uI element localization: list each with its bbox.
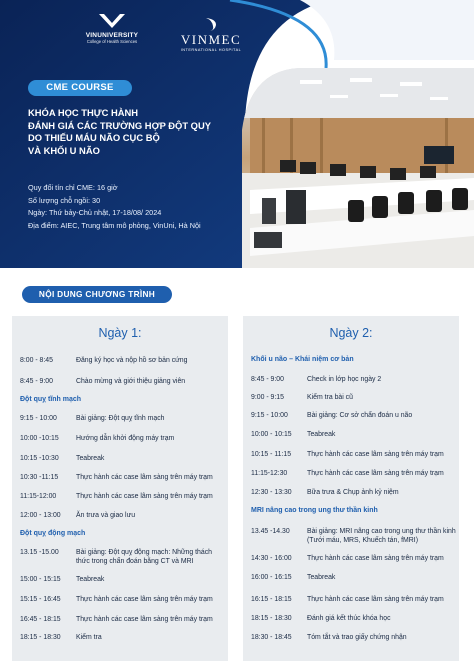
schedule-activity: Bài giảng: Đột quỵ động mạch: Những thách thức trong chẩn đoán bằng CT và MRI bbox=[76, 549, 213, 565]
schedule-time: 10:00 - 10:15 bbox=[251, 431, 292, 438]
schedule-activity: Check in lớp học ngày 2 bbox=[307, 376, 382, 383]
schedule-time: 16:00 - 16:15 bbox=[251, 574, 292, 581]
schedule-subheading: Đột quỵ động mạch bbox=[20, 530, 86, 537]
schedule-time: 9:00 - 9:15 bbox=[251, 394, 284, 401]
schedule-activity: Thực hành các case lâm sàng trên máy trạm bbox=[307, 470, 444, 477]
schedule-time: 11:15-12:30 bbox=[251, 470, 288, 477]
schedule-time: 11:15-12:00 bbox=[20, 493, 57, 500]
schedule-activity: Chào mừng và giới thiệu giảng viên bbox=[76, 378, 186, 385]
course-title-line: VÀ KHỐI U NÃO bbox=[28, 144, 100, 156]
schedule-activity: Bài giảng: MRI nâng cao trong ung thư thần kinh (Tưới máu, MRS, Khuếch tán, fMRI) bbox=[307, 528, 456, 544]
schedule-activity: Teabreak bbox=[76, 455, 105, 462]
schedule-activity: Bữa trưa & Chụp ảnh kỷ niệm bbox=[307, 489, 399, 496]
day1-title: Ngày 1: bbox=[98, 326, 142, 340]
course-title-line: KHÓA HỌC THỰC HÀNH bbox=[28, 107, 139, 118]
course-title-line: DO THIẾU MÁU NÃO CỤC BỘ bbox=[28, 132, 160, 144]
program-section-title: NỘI DUNG CHƯƠNG TRÌNH bbox=[22, 286, 172, 303]
vinuni-name: VINUNIVERSITY bbox=[85, 32, 139, 39]
course-info bbox=[28, 182, 248, 232]
schedule-time: 16:15 - 18:15 bbox=[251, 596, 292, 603]
schedule-time: 12:30 - 13:30 bbox=[251, 489, 292, 496]
schedule-time: 14:30 - 16:00 bbox=[251, 555, 292, 562]
cme-credits: Quy đổi tín chỉ CME: 16 giờ bbox=[28, 183, 118, 192]
partner-logos bbox=[72, 14, 252, 62]
hero-banner bbox=[0, 0, 474, 268]
schedule-time: 18:15 - 18:30 bbox=[251, 615, 292, 622]
schedule-activity: Bài giảng: Cơ sở chẩn đoán u não bbox=[307, 412, 413, 419]
course-title-line: ĐÁNH GIÁ CÁC TRƯỜNG HỢP ĐỘT QUỴ bbox=[28, 119, 211, 131]
schedule-time: 8:45 - 9:00 bbox=[20, 378, 53, 385]
schedule-activity: Bài giảng: Đột quỵ tĩnh mạch bbox=[76, 415, 165, 422]
schedule-time: 8:00 - 8:45 bbox=[20, 357, 53, 364]
schedule-subheading: Khối u não – Khái niệm cơ bản bbox=[251, 356, 354, 363]
schedule-time: 18:15 - 18:30 bbox=[20, 634, 61, 641]
schedule-activity: Thực hành các case lâm sàng trên máy trạm bbox=[76, 493, 213, 500]
schedule-time: 15:00 - 15:15 bbox=[20, 576, 61, 583]
schedule-activity: Hướng dẫn khởi động máy trạm bbox=[76, 435, 175, 442]
schedule-time: 8:45 - 9:00 bbox=[251, 376, 284, 383]
schedule-activity: Teabreak bbox=[307, 574, 336, 581]
schedule-activity: Thực hành các case lâm sàng trên máy trạm bbox=[76, 474, 213, 481]
day2-title: Ngày 2: bbox=[329, 326, 373, 340]
classroom-photo bbox=[240, 68, 474, 268]
schedule-activity: Thực hành các case lâm sàng trên máy trạm bbox=[307, 555, 444, 562]
schedule-activity: Teabreak bbox=[76, 576, 105, 583]
schedule-activity: Teabreak bbox=[307, 431, 336, 438]
schedule-activity: Kiểm tra bbox=[76, 634, 102, 641]
schedule-time: 10:30 -11:15 bbox=[20, 474, 59, 481]
course-badge: CME COURSE bbox=[28, 80, 132, 96]
schedule-activity: Thực hành các case lâm sàng trên máy trạm bbox=[76, 596, 213, 603]
schedule-time: 9:15 - 10:00 bbox=[251, 412, 288, 419]
vinmec-logo bbox=[170, 16, 252, 52]
schedule-subheading: MRI nâng cao trong ung thư thần kinh bbox=[251, 507, 378, 514]
day2-schedule-panel bbox=[243, 316, 459, 661]
schedule-time: 10:15 -10:30 bbox=[20, 455, 59, 462]
schedule-time: 9:15 - 10:00 bbox=[20, 415, 57, 422]
schedule-time: 13.15 -15.00 bbox=[20, 549, 59, 556]
schedule-time: 15:15 - 16:45 bbox=[20, 596, 61, 603]
schedule-time: 12:00 - 13:00 bbox=[20, 512, 61, 519]
course-dates: Ngày: Thứ bảy-Chủ nhật, 17-18/08/ 2024 bbox=[28, 208, 162, 218]
vinmec-bird-icon bbox=[204, 16, 218, 32]
vinuni-logo bbox=[72, 14, 152, 44]
schedule-activity: Thực hành các case lâm sàng trên máy trạm bbox=[307, 451, 444, 458]
vinmec-name: VINMEC bbox=[180, 32, 242, 47]
vinuni-subtitle: College of Health Sciences bbox=[86, 39, 138, 44]
schedule-activity: Tóm tắt và trao giấy chứng nhận bbox=[307, 634, 407, 641]
schedule-activity: Đăng ký học và nộp hồ sơ bản cứng bbox=[76, 357, 188, 364]
schedule-activity: Đánh giá kết thúc khóa học bbox=[307, 615, 391, 622]
vinmec-subtitle: INTERNATIONAL HOSPITAL bbox=[180, 48, 242, 52]
schedule-activity: Thực hành các case lâm sàng trên máy trạm bbox=[76, 616, 213, 623]
schedule-time: 16:45 - 18:15 bbox=[20, 616, 61, 623]
seat-count: Số lượng chỗ ngồi: 30 bbox=[28, 195, 101, 205]
schedule-activity: Ăn trưa và giao lưu bbox=[76, 512, 136, 519]
course-title bbox=[28, 107, 238, 157]
schedule-activity: Kiểm tra bài cũ bbox=[307, 394, 353, 401]
day1-schedule-panel bbox=[12, 316, 228, 661]
schedule-time: 18:30 - 18:45 bbox=[251, 634, 292, 641]
schedule-time: 10:00 -10:15 bbox=[20, 435, 59, 442]
schedule-activity: Thực hành các case lâm sàng trên máy trạm bbox=[307, 596, 444, 603]
schedule-time: 13.45 -14.30 bbox=[251, 528, 290, 535]
vinuni-chevron-icon bbox=[99, 14, 125, 30]
schedule-time: 10:15 - 11:15 bbox=[251, 451, 292, 458]
schedule-subheading: Đột quỵ tĩnh mạch bbox=[20, 396, 82, 403]
course-location: Địa điểm: AIEC, Trung tâm mô phỏng, VinUni, Hà Nội bbox=[28, 220, 201, 230]
